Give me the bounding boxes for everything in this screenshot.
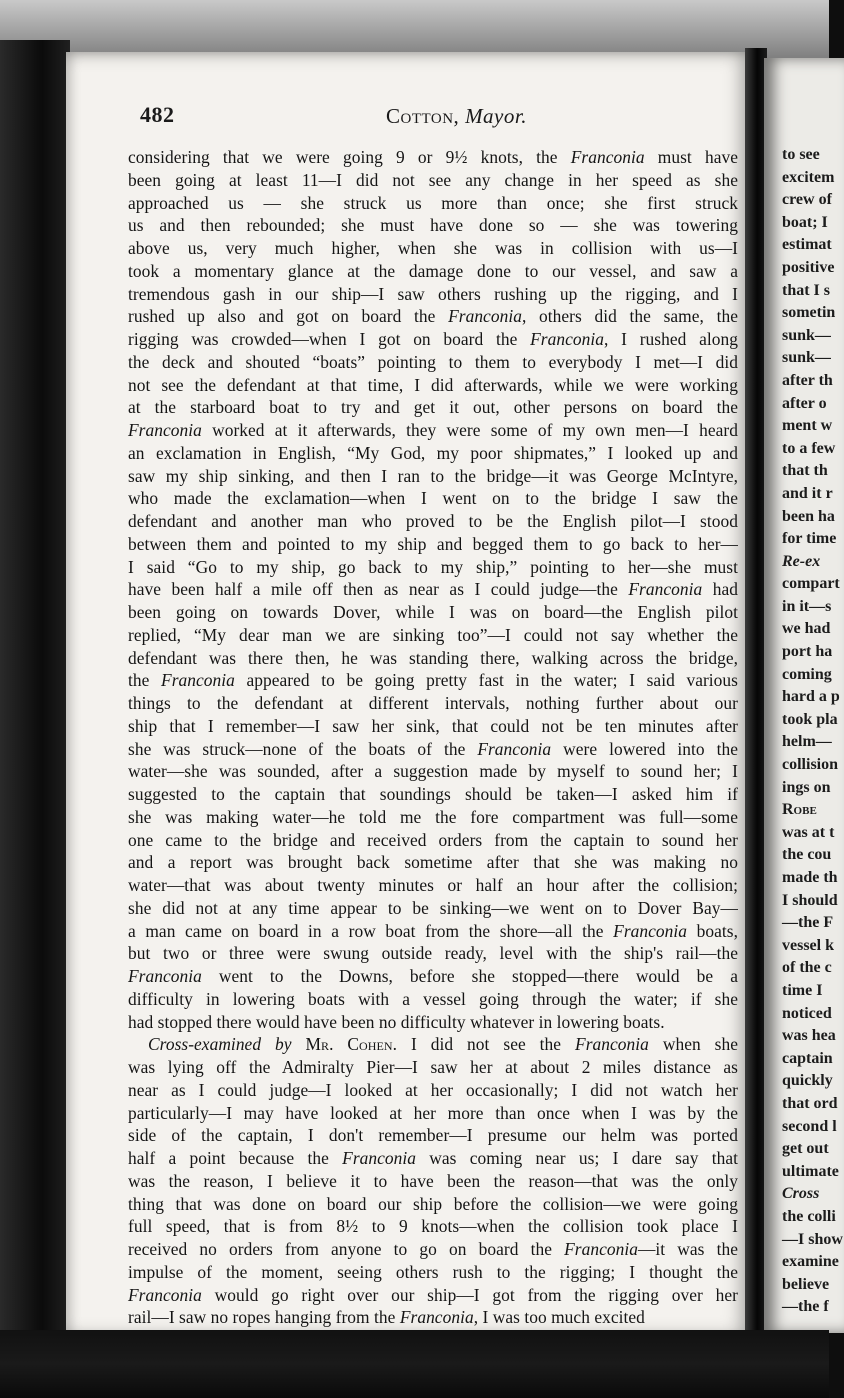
right-page-line: captain	[782, 1049, 833, 1067]
text-line: the deck and shouted “boats” pointing to them to everybody I met—I did	[128, 351, 738, 372]
right-page-line: that th	[782, 462, 828, 480]
right-page-line: —I show	[782, 1230, 843, 1248]
text-line: side of the captain, I don't remember—I presume our helm was ported	[128, 1125, 738, 1146]
text-line: tremendous gash in our ship—I saw others rushing up the rigging, and I	[128, 283, 738, 304]
right-page-line: quickly	[782, 1072, 833, 1090]
right-page-line: I should	[782, 891, 838, 909]
text-line: near as I could judge—I looked at her occasionally; I did not watch her	[128, 1079, 738, 1100]
text-line: been going at least 11—I did not see any change in her speed as she	[128, 169, 738, 190]
right-page-line: ultimate	[782, 1162, 839, 1180]
text-line: Cross-examined by Mr. Cohen. I did not see the Franconia when she	[148, 1034, 739, 1055]
right-page-line: been ha	[782, 507, 835, 525]
text-line: things to the defendant at different intervals, nothing further about our	[128, 693, 738, 713]
right-page-line: helm—	[782, 733, 832, 751]
text-line: above us, very much higher, when she was in collision with us—I	[128, 238, 738, 258]
right-page-line: collision	[782, 756, 839, 774]
right-page-line: examine	[782, 1253, 839, 1271]
text-line: a man came on board in a row boat from the shore—all the Franconia boats,	[128, 920, 738, 941]
right-page-line: coming	[782, 665, 832, 683]
text-line: rigging was crowded—when I got on board the Franconia, I rushed along	[128, 329, 738, 349]
text-line: and a report was brought back sometime after that she was making no	[128, 852, 738, 873]
text-line: thing that was done on board our ship before the collision—we were going	[128, 1193, 738, 1214]
right-page-line: in it—s	[782, 597, 832, 615]
right-page-line: made th	[782, 869, 838, 886]
right-page-line: second l	[782, 1117, 837, 1135]
right-page-line: Robe	[782, 801, 817, 819]
right-page-line: after th	[782, 371, 833, 389]
text-line: the Franconia appeared to be going pretty fast in the water; I said various	[128, 670, 738, 691]
text-line: she was struck—none of the boats of the Franconia were lowered into the	[128, 738, 738, 759]
right-page-line: vessel k	[782, 936, 834, 954]
right-page-line: estimat	[782, 236, 832, 254]
scan-bottom-edge	[0, 1330, 829, 1398]
text-line: at the starboard boat to try and get it out, other persons on board the	[128, 397, 738, 418]
text-line: us and then rebounded; she must have done so — she was towering	[128, 215, 738, 236]
text-line: Franconia would go right over our ship—I got from the rigging over her	[128, 1284, 738, 1305]
text-line: between them and pointed to my ship and begged them to go back to her—	[128, 533, 738, 554]
right-page-line: was at t	[782, 823, 835, 841]
text-line: rushed up also and got on board the Franconia, others did the same, the	[128, 306, 738, 327]
running-head	[140, 102, 740, 134]
text-line: but two or three were swung outside ready, level with the ship's rail—the	[128, 943, 738, 964]
right-page-line: of the c	[782, 959, 832, 977]
right-page-line: port ha	[782, 643, 833, 661]
right-page-line: noticed	[782, 1004, 832, 1022]
running-title-role: Mayor.	[465, 104, 527, 128]
right-page-line: the cou	[782, 846, 832, 864]
text-line: impulse of the moment, seeing others rush to the rigging; I thought the	[128, 1261, 738, 1282]
running-title	[386, 104, 527, 129]
text-line: received no orders from anyone to go on board the Franconia—it was the	[128, 1239, 738, 1259]
text-line: Franconia worked at it afterwards, they were some of my own men—I heard	[128, 420, 738, 440]
right-page-line: to a few	[782, 439, 836, 457]
right-page-line: excitem	[782, 168, 835, 186]
right-page-line: sunk—	[782, 349, 831, 367]
text-line: was the reason, I believe it to have been the reason—that was the only	[128, 1170, 738, 1191]
text-line: not see the defendant at that time, I did afterwards, while we were working	[128, 374, 738, 395]
text-line: took a momentary glance at the damage done to our vessel, and saw a	[128, 260, 738, 281]
text-line: had stopped there would have been no difficulty whatever in lowering boats.	[128, 1011, 665, 1032]
text-line: replied, “My dear man we are sinking too”—I could not say whether the	[128, 624, 738, 645]
text-line: considering that we were going 9 or 9½ knots, the Franconia must have	[128, 147, 738, 167]
right-page-line: and it r	[782, 484, 833, 502]
right-page-line: for time	[782, 530, 837, 548]
right-page-line: ings on	[782, 778, 831, 796]
right-page-line: crew of	[782, 191, 832, 209]
right-page-line: hard a p	[782, 688, 840, 706]
text-line: an exclamation in English, “My God, my poor shipmates,” I looked up and	[128, 442, 738, 463]
right-page-line: compart	[782, 575, 840, 593]
right-page-line: boat; I	[782, 213, 828, 231]
right-page-line: the colli	[782, 1207, 836, 1225]
text-line: suggested to the captain that soundings should be taken—I asked him if	[128, 784, 738, 804]
text-line: Franconia went to the Downs, before she stopped—there would be a	[128, 966, 738, 986]
text-line: one came to the bridge and received orders from the captain to sound her	[128, 829, 738, 850]
right-page-line: to see	[782, 146, 820, 163]
text-line: ship that I remember—I saw her sink, that could not be ten minutes after	[128, 715, 738, 736]
right-page-line: —the F	[782, 914, 834, 932]
text-line: water—that was about twenty minutes or half an hour after the collision;	[128, 875, 738, 895]
right-page-text	[782, 144, 843, 1319]
right-page-line: that ord	[782, 1094, 838, 1112]
text-line: rail—I saw no ropes hanging from the Franconia, I was too much excited	[128, 1307, 645, 1328]
scan-left-margin	[0, 40, 70, 1398]
right-page-line: we had	[782, 620, 831, 638]
right-page-line: positive	[782, 258, 835, 276]
right-page-line: took pla	[782, 710, 838, 728]
right-page-line: that I s	[782, 281, 831, 299]
text-line: defendant was there then, he was standing there, walking across the bridge,	[128, 647, 738, 668]
text-line: have been half a mile off then as near as I could judge—the Franconia had	[128, 579, 738, 600]
running-title-name: Cotton,	[386, 104, 460, 128]
right-page-line: believe	[782, 1275, 830, 1293]
text-line: she was making water—he told me the fore compartment was full—some	[128, 806, 738, 827]
testimony-text	[128, 146, 738, 1329]
text-line: was lying off the Admiralty Pier—I saw her at about 2 miles distance as	[128, 1057, 738, 1077]
right-page-line: —the f	[782, 1298, 829, 1316]
text-line: water—she was sounded, after a suggestion made by myself to sound her; I	[128, 761, 738, 782]
text-line: who made the exclamation—when I went on to the bridge I saw the	[128, 488, 738, 509]
text-line: particularly—I may have looked at her more than once when I was by the	[128, 1102, 738, 1123]
right-page-fragment	[764, 58, 844, 1333]
right-page-line: Cross	[782, 1185, 820, 1203]
page-number: 482	[140, 102, 175, 127]
right-page-line: after o	[782, 394, 827, 412]
text-line: I said “Go to my ship, go back to my ship,” pointing to her—she must	[128, 556, 738, 577]
text-line: difficulty in lowering boats with a vessel going through the water; if she	[128, 988, 738, 1009]
right-page-line: get out	[782, 1140, 829, 1158]
right-page-line: Re-ex	[782, 552, 821, 570]
right-page-line: sometin	[782, 304, 836, 322]
text-line: defendant and another man who proved to be the English pilot—I stood	[128, 511, 738, 531]
text-line: half a point because the Franconia was coming near us; I dare say that	[128, 1148, 739, 1168]
text-line: she did not at any time appear to be sinking—we went on to Dover Bay—	[128, 897, 738, 918]
text-line: been going on towards Dover, while I was on board—the English pilot	[128, 602, 738, 622]
right-page-line: was hea	[782, 1027, 836, 1045]
text-line: full speed, that is from 8½ to 9 knots—when the collision took place I	[128, 1216, 738, 1237]
text-line: approached us — she struck us more than once; she first struck	[128, 192, 738, 213]
right-page-line: sunk—	[782, 326, 831, 344]
right-page-line: time I	[782, 981, 823, 999]
right-page-line: ment w	[782, 417, 833, 435]
text-line: saw my ship sinking, and then I ran to the bridge—it was George McIntyre,	[128, 465, 738, 486]
